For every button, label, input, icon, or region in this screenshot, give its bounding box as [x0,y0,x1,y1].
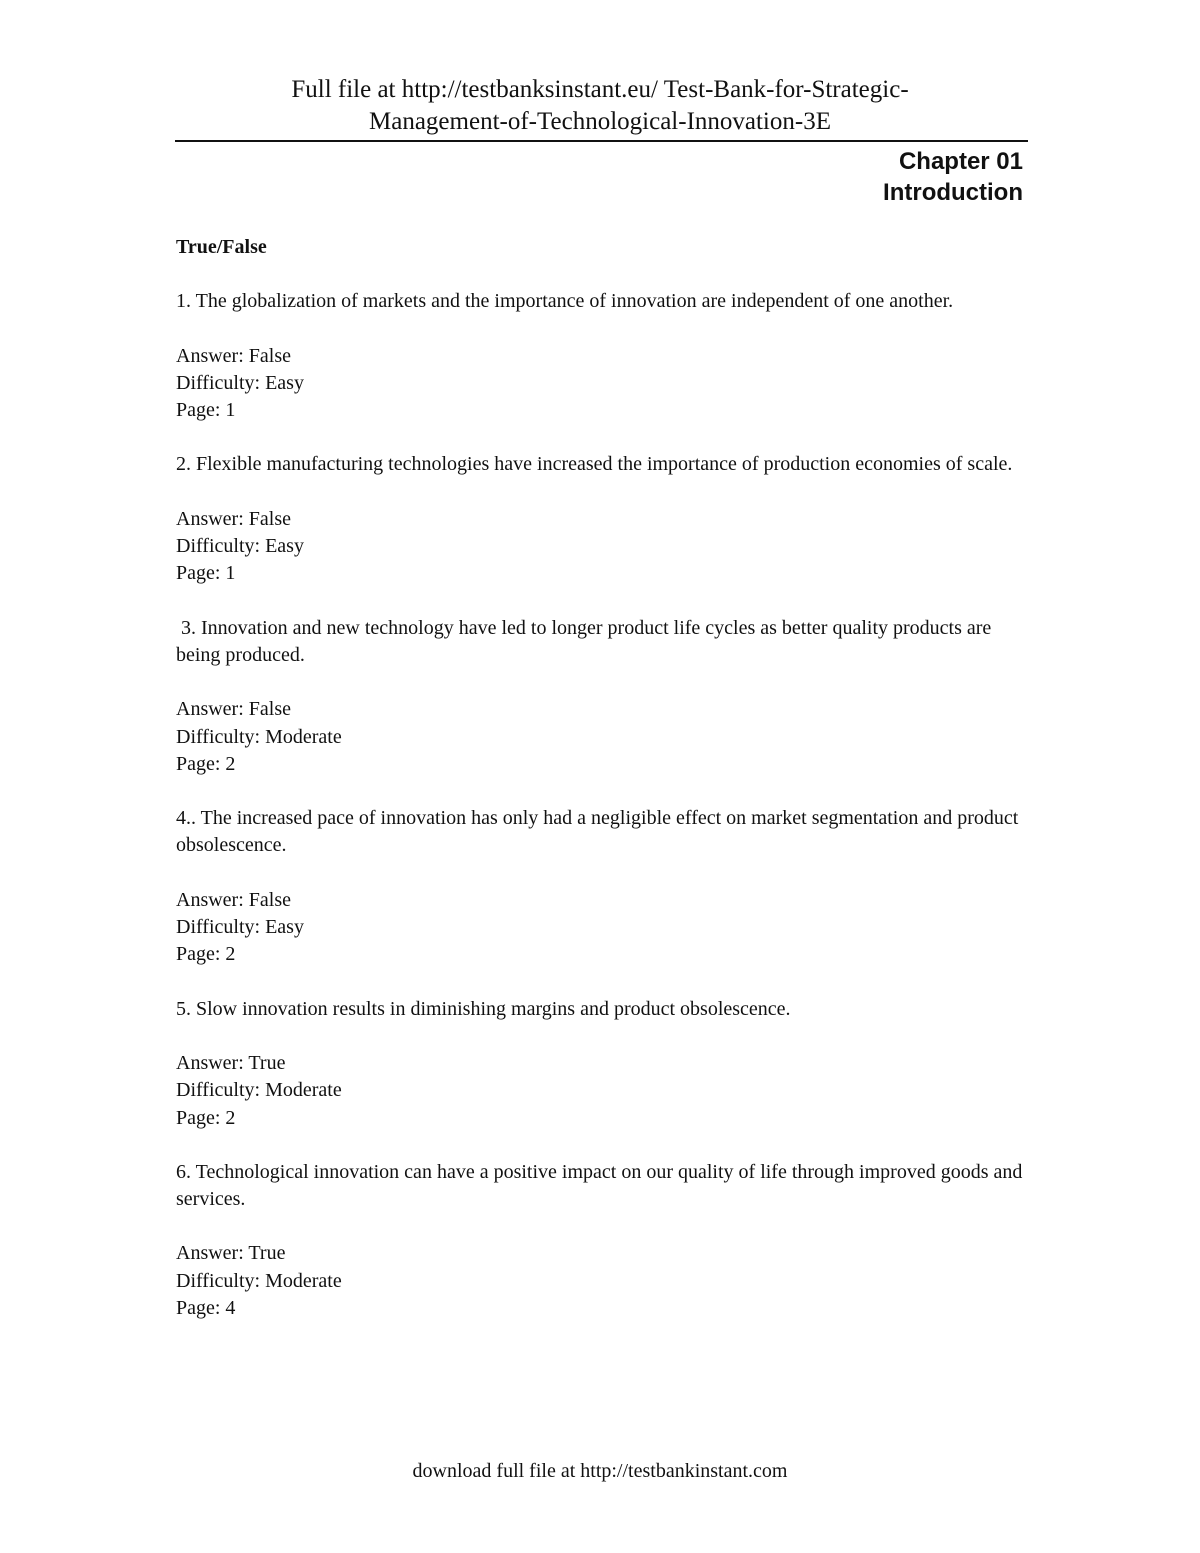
question-text: 3. Innovation and new technology have led to longer product life cycles as better quality products are being produced. [176,616,997,666]
question-difficulty: Difficulty: Easy [176,371,304,394]
question-page: Page: 2 [176,752,236,775]
question-text: 2. Flexible manufacturing technologies have increased the importance of production economies of scale. [176,453,1013,476]
header-divider [175,140,1028,142]
question-difficulty: Difficulty: Moderate [176,1079,342,1102]
question-item [176,288,1036,424]
question-text: 5. Slow innovation results in diminishing margins and product obsolescence. [176,997,791,1020]
question-meta [176,343,1036,425]
question-item [176,805,1036,968]
question-page: Page: 2 [176,943,236,966]
chapter-heading [883,146,1023,208]
question-item [176,996,1036,1132]
question-list [176,234,1036,1349]
question-item [176,1159,1036,1322]
question-meta [176,887,1036,969]
section-title: True/False [176,236,267,258]
page-header [175,74,1025,138]
question-answer: Answer: False [176,507,291,530]
question-item [176,615,1036,778]
question-meta [176,506,1036,588]
chapter-number: Chapter 01 [898,148,1023,175]
question-page: Page: 1 [176,399,236,422]
question-answer: Answer: False [176,888,291,911]
question-text: 6. Technological innovation can have a positive impact on our quality of life through improved goods and services. [176,1160,1023,1211]
chapter-title: Introduction [883,179,1023,206]
question-answer: Answer: False [176,344,291,367]
question-page: Page: 4 [176,1297,236,1320]
question-page: Page: 1 [176,562,236,585]
question-meta [176,1050,1036,1132]
question-text: 1. The globalization of markets and the importance of innovation are independent of one another. [176,290,954,313]
question-difficulty: Difficulty: Easy [176,916,304,939]
question-difficulty: Difficulty: Easy [176,535,304,558]
question-difficulty: Difficulty: Moderate [176,725,342,748]
question-item [176,451,1036,587]
question-meta [176,1240,1036,1322]
question-answer: Answer: False [176,698,291,721]
question-page: Page: 2 [176,1106,236,1129]
question-answer: Answer: True [176,1242,286,1265]
header-line-2: Management-of-Technological-Innovation-3E [369,108,831,135]
question-difficulty: Difficulty: Moderate [176,1269,342,1292]
question-meta [176,696,1036,778]
question-answer: Answer: True [176,1051,286,1074]
question-text: 4.. The increased pace of innovation has only had a negligible effect on market segmentation and product obsolescence. [176,807,1019,857]
header-line-1: Full file at http://testbanksinstant.eu/ Test-Bank-for-Strategic- [291,76,909,103]
page-footer: download full file at http://testbankinstant.com [412,1460,788,1482]
